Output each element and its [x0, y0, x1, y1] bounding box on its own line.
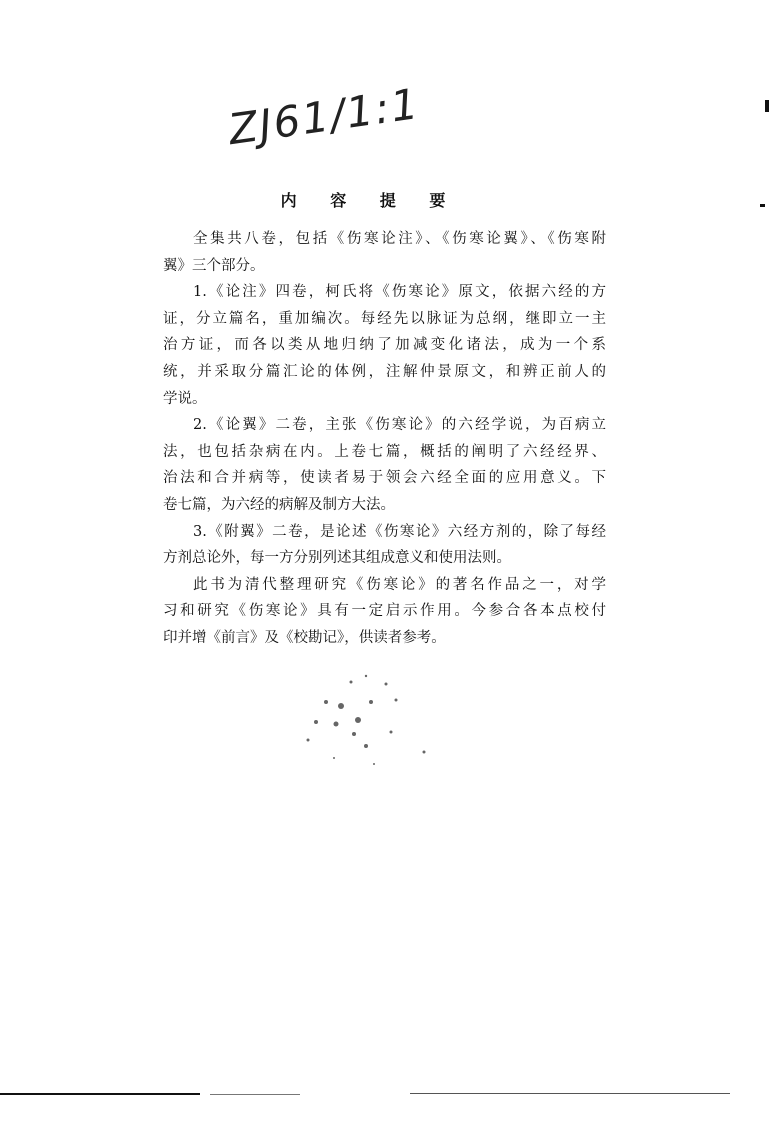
- paragraph-overview: [163, 226, 606, 279]
- text-line: 2.《论翼》二卷，主张《伤寒论》的六经学说，为百病立: [193, 417, 606, 434]
- scan-mark: [765, 100, 769, 112]
- text-line: 卷七篇，为六经的病解及制方大法。: [163, 496, 395, 513]
- text-line: 1.《论注》四卷，柯氏将《伤寒论》原文，依据六经的方: [193, 284, 606, 301]
- text-line: 学说。: [163, 390, 207, 407]
- text-line: 全集共八卷，包括《伤寒论注》、《伤寒论翼》、《伤寒附: [193, 231, 606, 247]
- page-edge-line: [0, 1093, 200, 1095]
- summary-body: [163, 226, 606, 652]
- page-title: 内 容 提 要: [280, 191, 460, 210]
- text-line: 治方证，而各以类从地归纳了加减变化诸法，成为一个系: [163, 337, 606, 354]
- page-edge-line: [410, 1093, 730, 1094]
- text-line: 此书为清代整理研究《伤寒论》的著名作品之一，对学: [193, 576, 606, 593]
- paragraph-lunyi: [163, 412, 606, 518]
- handwritten-catalog-number: ZJ61/1:1: [225, 78, 423, 155]
- page-edge-line: [210, 1094, 300, 1095]
- text-line: 法，也包括杂病在内。上卷七篇，概括的阐明了六经经界、: [163, 443, 606, 460]
- text-line: 方剂总论外，每一方分别列述其组成意义和使用法则。: [163, 550, 511, 567]
- text-line: 印并增《前言》及《校勘记》，供读者参考。: [163, 629, 446, 646]
- paragraph-fuyi: [163, 519, 606, 572]
- paragraph-lunzhu: [163, 279, 606, 412]
- paragraph-significance: [163, 572, 606, 652]
- text-line: 习和研究《伤寒论》具有一定启示作用。今参合各本点校付: [163, 603, 606, 620]
- text-line: 治法和合并病等，使读者易于领会六经全面的应用意义。下: [163, 470, 606, 487]
- scan-mark: [760, 204, 765, 207]
- text-line: 3.《附翼》二卷，是论述《伤寒论》六经方剂的，除了每经: [193, 523, 606, 540]
- text-line: 翼》三个部分。: [163, 257, 265, 274]
- text-line: 证，分立篇名，重加编次。每经先以脉证为总纲，继即立一主: [163, 310, 606, 327]
- text-line: 统，并采取分篇汇论的体例，注解仲景原文，和辨正前人的: [163, 363, 606, 380]
- faded-library-stamp: [296, 662, 446, 782]
